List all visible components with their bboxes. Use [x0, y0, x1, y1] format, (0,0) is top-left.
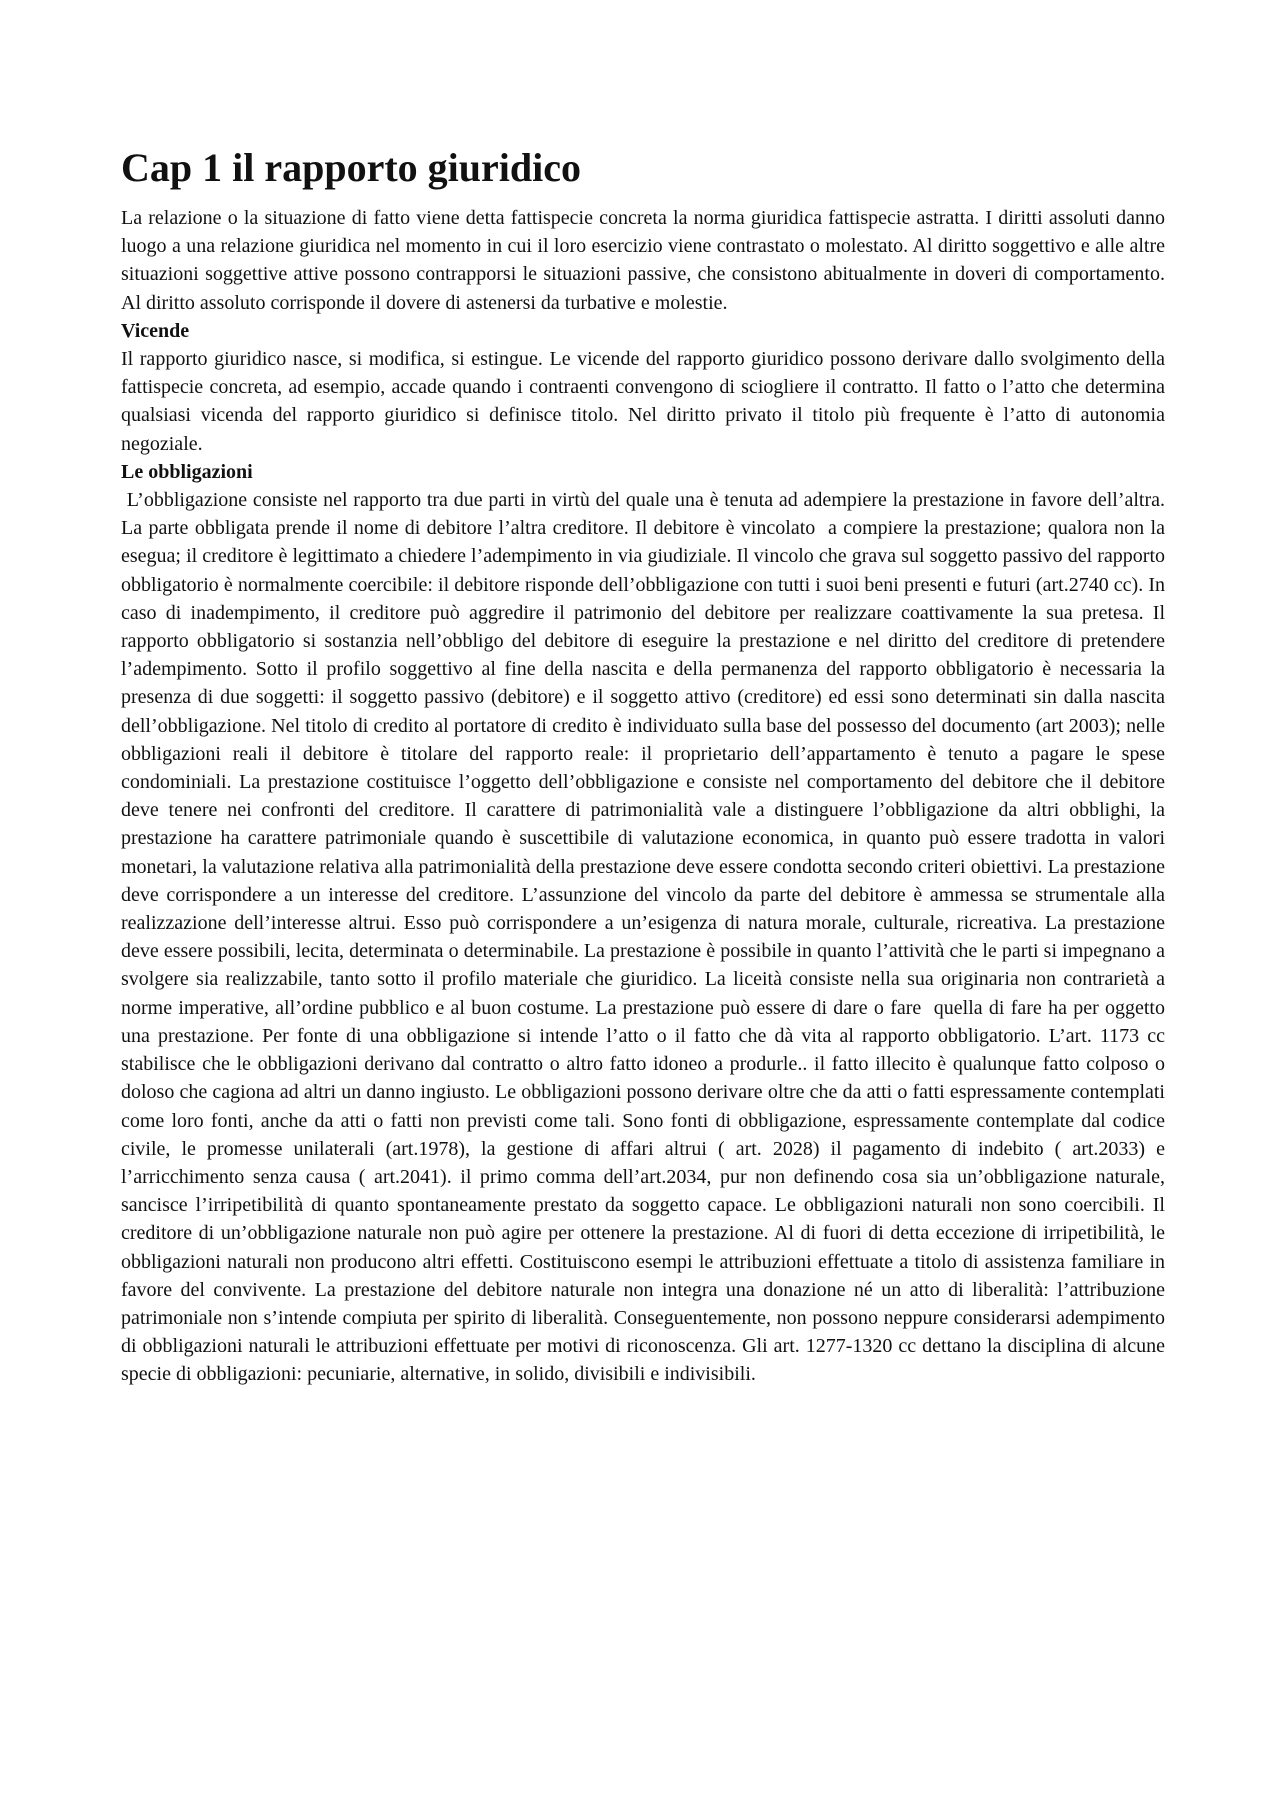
section-heading-vicende: Vicende — [121, 319, 190, 342]
intro-paragraph: La relazione o la situazione di fatto viene detta fattispecie concreta la norma giuridica fattispecie astratta. I diritti assoluti danno luogo a una relazione giuridica nel momento in cui il loro esercizio viene contrastato o molestato. Al diritto soggettivo e alle altre situazioni soggettive attive possono contrapporsi le situazioni passive, che consistono abitualmente in doveri di comportamento. Al diritto assoluto corrisponde il dovere di astenersi da turbative e molestie. — [121, 207, 1165, 314]
section-body-obbligazioni: L’obbligazione consiste nel rapporto tra due parti in virtù del quale una è tenuta ad adempiere la prestazione in favore dell’altra. La parte obbligata prende il nome di debitore l’altra creditore. Il debitore è vincolato a compiere la prestazione; qualora non la esegua; il creditore è legittimato a chiedere l’adempimento in via giudiziale. Il vincolo che grava sul soggetto passivo del rapporto obbligatorio è normalmente coercibile: il debitore risponde dell’obbligazione con tutti i suoi beni presenti e futuri (art.2740 cc). In caso di inadempimento, il creditore può aggredire il patrimonio del debitore per realizzare coattivamente la sua pretesa. Il rapporto obbligatorio si sostanzia nell’obbligo del debitore di eseguire la prestazione e nel diritto del creditore di pretendere l’adempimento. Sotto il profilo soggettivo al fine della nascita e della permanenza del rapporto obbligatorio è necessaria la presenza di due soggetti: il soggetto passivo (debitore) e il soggetto attivo (creditore) ed essi sono determinati sin dalla nascita dell’obbligazione. Nel titolo di credito al portatore di credito è individuato sulla base del possesso del documento (art 2003); nelle obbligazioni reali il debitore è titolare del rapporto reale: il proprietario dell’appartamento è tenuto a pagare le spese condominiali. La prestazione costituisce l’oggetto dell’obbligazione e consiste nel comportamento del debitore che il debitore deve tenere nei confronti del creditore. Il carattere di patrimonialità vale a distinguere l’obbligazione da altri obblighi, la prestazione ha carattere patrimoniale quando è suscettibile di valutazione economica, in quanto può essere tradotta in valori monetari, la valutazione relativa alla patrimonialità della prestazione deve essere condotta secondo criteri obiettivi. La prestazione deve corrispondere a un interesse del creditore. L’assunzione del vincolo da parte del debitore è ammessa se strumentale alla realizzazione dell’interesse altrui. Esso può corrispondere a un’esigenza di natura morale, culturale, ricreativa. La prestazione deve essere possibili, lecita, determinata o determinabile. La prestazione è possibile in quanto l’attività che le parti si impegnano a svolgere sia realizzabile, tanto sotto il profilo materiale che giuridico. La liceità consiste nella sua originaria non contrarietà a norme imperative, all’ordine pubblico e al buon costume. La prestazione può essere di dare o fare quella di fare ha per oggetto una prestazione. Per fonte di una obbligazione si intende l’atto o il fatto che dà vita al rapporto obbligatorio. L’art. 1173 cc stabilisce che le obbligazioni derivano dal contratto o altro fatto idoneo a produrle.. il fatto illecito è qualunque fatto colposo o doloso che cagiona ad altri un danno ingiusto. Le obbligazioni possono derivare oltre che da atti o fatti espressamente contemplati come loro fonti, anche da atti o fatti non previsti come tali. Sono fonti di obbligazione, espressamente contemplate dal codice civile, le promesse unilaterali (art.1978), la gestione di affari altrui ( art. 2028) il pagamento di indebito ( art.2033) e l’arricchimento senza causa ( art.2041). il primo comma dell’art.2034, pur non definendo cosa sia un’obbligazione naturale, sancisce l’irripetibilità di quanto spontaneamente prestato da soggetto capace. Le obbligazioni naturali non sono coercibili. Il creditore di un’obbligazione naturale non può agire per ottenere la prestazione. Al di fuori di detta eccezione di irripetibilità, le obbligazioni naturali non producono altri effetti. Costituiscono esempi le attribuzioni effettuate a titolo di assistenza familiare in favore del convivente. La prestazione del debitore naturale non integra una donazione né un atto di liberalità: l’attribuzione patrimoniale non s’intende compiuta per spirito di liberalità. Conseguentemente, non possono neppure considerarsi adempimento di obbligazioni naturali le attribuzioni effettuate per motivi di riconoscenza. Gli art. 1277-1320 cc dettano la disciplina di alcune specie di obbligazioni: pecuniarie, alternative, in solido, divisibili e indivisibili. — [121, 489, 1171, 1386]
section-heading-obbligazioni: Le obbligazioni — [121, 460, 253, 483]
section-body-vicende: Il rapporto giuridico nasce, si modifica, si estingue. Le vicende del rapporto giuridico possono derivare dallo svolgimento della fattispecie concreta, ad esempio, accade quando i contraenti convengono di sciogliere il contratto. Il fatto o l’atto che determina qualsiasi vicenda del rapporto giuridico si definisce titolo. Nel diritto privato il titolo più frequente è l’atto di autonomia negoziale. — [121, 348, 1165, 455]
page-title: Cap 1 il rapporto giuridico — [121, 145, 582, 190]
document-page — [121, 145, 1171, 1389]
